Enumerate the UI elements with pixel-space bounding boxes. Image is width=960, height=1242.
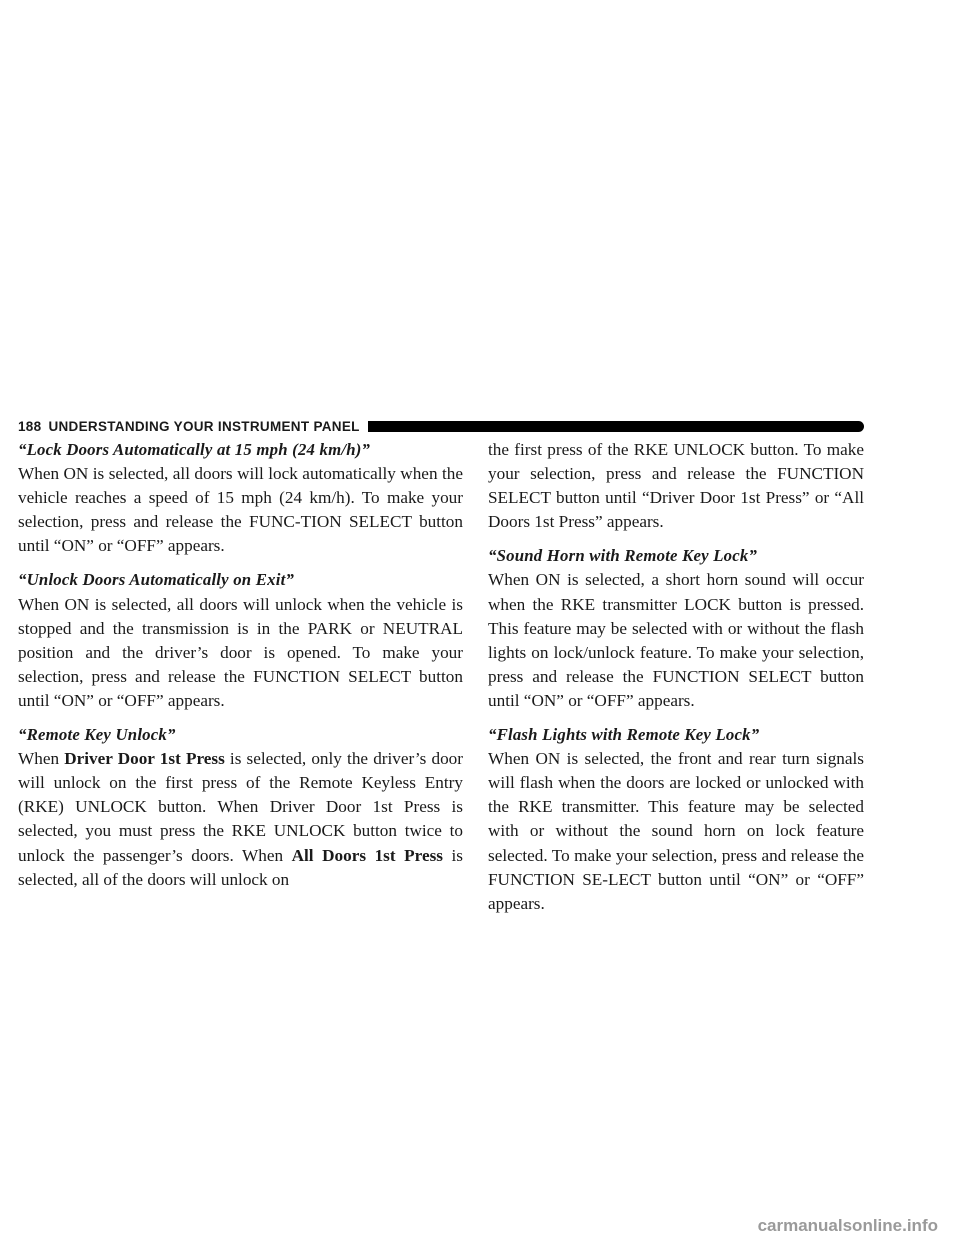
body-text: is selected, only the driver’s door will unlock on the first press of the Remote Keyless Entry (RKE) UNLOCK button. When Driver Door 1st Press is selected, you must press the RKE UNLOCK button twice to unlock the passenger’s doors. When bbox=[18, 749, 463, 865]
left-column bbox=[18, 438, 463, 902]
section-heading: “Unlock Doors Automatically on Exit” bbox=[18, 570, 295, 590]
section-body: When ON is selected, all doors will lock automatically when the vehicle reaches a speed of 15 mph (24 km/h). To make your selection, press and release the FUNC-TION SELECT button until “ON” or “OFF” appears. bbox=[18, 464, 463, 556]
section-body bbox=[18, 747, 463, 892]
section-heading: “Sound Horn with Remote Key Lock” bbox=[488, 546, 758, 566]
body-text: When bbox=[18, 749, 65, 769]
section-title: UNDERSTANDING YOUR INSTRUMENT PANEL bbox=[48, 418, 360, 434]
header-rule bbox=[368, 421, 864, 432]
section-body: the first press of the RKE UNLOCK button. To make your selection, press and release the FUNCTION SELECT button until “Driver Door 1st Press” or “All Doors 1st Press” appears. bbox=[488, 440, 864, 532]
section-heading: “Flash Lights with Remote Key Lock” bbox=[488, 725, 760, 745]
section-heading: “Lock Doors Automatically at 15 mph (24 km/h)” bbox=[18, 440, 371, 459]
option-term: Driver Door 1st Press bbox=[64, 749, 225, 769]
section-sound-horn bbox=[488, 544, 864, 713]
section-heading: “Remote Key Unlock” bbox=[18, 725, 176, 745]
right-column bbox=[488, 438, 864, 926]
section-lock-doors-15mph bbox=[18, 438, 463, 558]
section-flash-lights bbox=[488, 723, 864, 916]
page-header bbox=[18, 418, 864, 434]
section-remote-key-unlock-continued bbox=[488, 438, 864, 534]
body-text: is selected, all of the doors will unlock on bbox=[18, 845, 463, 889]
section-remote-key-unlock bbox=[18, 723, 463, 892]
page-number: 188 bbox=[18, 418, 42, 434]
watermark: carmanualsonline.info bbox=[757, 1216, 938, 1235]
section-body: When ON is selected, the front and rear turn signals will flash when the doors are locked or unlocked with the RKE transmitter. This feature may be selected with or without the sound horn on lock feature selected. To make your selection, press and release the FUNCTION SE-LECT button until “ON” or “OFF” appears. bbox=[488, 749, 864, 913]
section-body: When ON is selected, all doors will unlock when the vehicle is stopped and the transmission is in the PARK or NEUTRAL position and the driver’s door is opened. To make your selection, press and release the FUNCTION SELECT button until “ON” or “OFF” appears. bbox=[18, 594, 463, 710]
section-body: When ON is selected, a short horn sound will occur when the RKE transmitter LOCK button is pressed. This feature may be selected with or without the flash lights on lock/unlock feature. To make your selection, press and release the FUNCTION SELECT button until “ON” or “OFF” appears. bbox=[488, 570, 864, 710]
section-unlock-doors-on-exit bbox=[18, 568, 463, 713]
option-term: All Doors 1st Press bbox=[291, 845, 443, 865]
